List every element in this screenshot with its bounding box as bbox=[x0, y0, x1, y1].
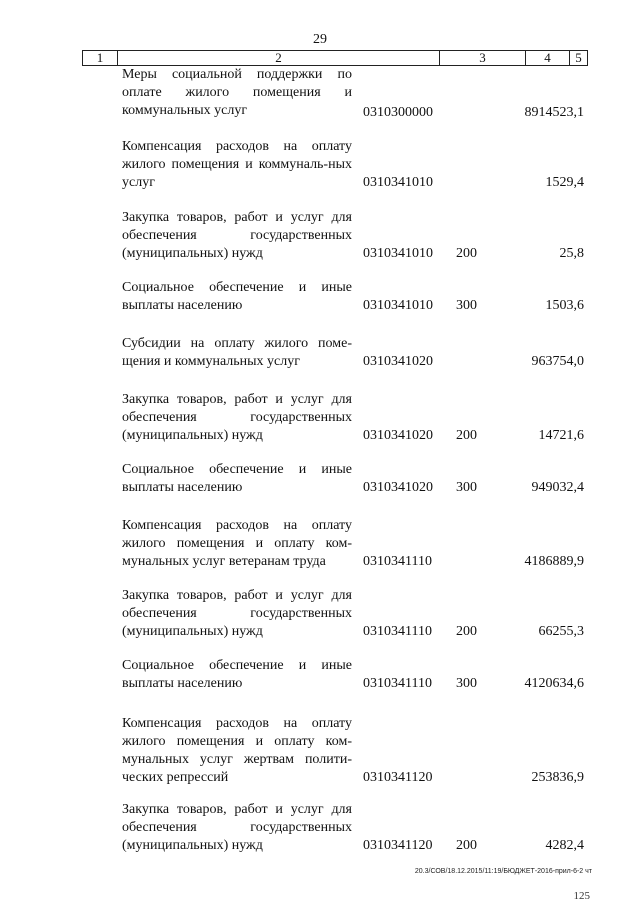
row-type: 200 bbox=[456, 838, 477, 853]
row-type: 200 bbox=[456, 246, 477, 261]
row-code: 0310341010 bbox=[363, 175, 433, 190]
row-code: 0310341120 bbox=[363, 770, 433, 785]
row-code: 0310341110 bbox=[363, 554, 432, 569]
row-amount: 25,8 bbox=[559, 246, 584, 261]
table-row bbox=[0, 136, 640, 209]
row-type: 200 bbox=[456, 428, 477, 443]
row-description: Социальное обеспечение и иные выплаты населению bbox=[122, 280, 352, 313]
row-amount: 4186889,9 bbox=[524, 554, 584, 569]
row-code: 0310341010 bbox=[363, 298, 433, 313]
column-header-row bbox=[82, 50, 588, 66]
row-description: Компенсация расходов на оплату жилого помещения и коммуналь-ных услуг bbox=[122, 139, 352, 190]
row-description: Компенсация расходов на оплату жилого помещения и оплату ком-мунальных услуг ветеранам труда bbox=[122, 518, 352, 569]
column-header-4: 4 bbox=[525, 51, 569, 65]
row-amount: 4120634,6 bbox=[524, 676, 584, 691]
row-amount: 949032,4 bbox=[531, 480, 584, 495]
table-row bbox=[0, 391, 640, 461]
row-description: Закупка товаров, работ и услуг для обеспечения государственных (муниципальных) нужд bbox=[122, 802, 352, 853]
table-row bbox=[0, 66, 640, 136]
budget-table bbox=[0, 66, 640, 871]
row-description: Закупка товаров, работ и услуг для обеспечения государственных (муниципальных) нужд bbox=[122, 588, 352, 639]
row-code: 0310341110 bbox=[363, 676, 432, 691]
row-amount: 1529,4 bbox=[545, 175, 584, 190]
row-code: 0310341020 bbox=[363, 480, 433, 495]
page-number: 29 bbox=[313, 32, 327, 47]
row-description: Меры социальной поддержки по оплате жилого помещения и коммунальных услуг bbox=[122, 67, 352, 118]
table-row bbox=[0, 587, 640, 657]
row-amount: 963754,0 bbox=[531, 354, 584, 369]
row-code: 0310300000 bbox=[363, 105, 433, 120]
row-amount: 66255,3 bbox=[538, 624, 584, 639]
column-header-2: 2 bbox=[117, 51, 439, 65]
table-row bbox=[0, 801, 640, 871]
table-row bbox=[0, 335, 640, 391]
row-code: 0310341010 bbox=[363, 246, 433, 261]
row-code: 0310341120 bbox=[363, 838, 433, 853]
row-amount: 14721,6 bbox=[538, 428, 584, 443]
row-description: Социальное обеспечение и иные выплаты населению bbox=[122, 462, 352, 495]
table-row bbox=[0, 657, 640, 713]
column-header-3: 3 bbox=[439, 51, 525, 65]
column-header-5: 5 bbox=[569, 51, 587, 65]
row-amount: 8914523,1 bbox=[524, 105, 584, 120]
row-amount: 4282,4 bbox=[545, 838, 584, 853]
row-description: Компенсация расходов на оплату жилого помещения и оплату ком-мунальных услуг жертвам полити-ческих репрессий bbox=[122, 716, 352, 785]
row-code: 0310341020 bbox=[363, 428, 433, 443]
table-row bbox=[0, 279, 640, 335]
row-code: 0310341110 bbox=[363, 624, 432, 639]
row-description: Закупка товаров, работ и услуг для обеспечения государственных (муниципальных) нужд bbox=[122, 210, 352, 261]
table-row bbox=[0, 461, 640, 517]
row-type: 300 bbox=[456, 298, 477, 313]
row-description: Закупка товаров, работ и услуг для обеспечения государственных (муниципальных) нужд bbox=[122, 392, 352, 443]
row-amount: 1503,6 bbox=[545, 298, 584, 313]
column-header-1: 1 bbox=[96, 50, 104, 65]
row-description: Социальное обеспечение и иные выплаты населению bbox=[122, 658, 352, 691]
document-footer-code: 20.3/СОВ/18.12.2015/11:19/БЮДЖЕТ-2016-прил-6-2 чт bbox=[414, 868, 592, 875]
row-amount: 253836,9 bbox=[531, 770, 584, 785]
row-type: 300 bbox=[456, 480, 477, 495]
row-code: 0310341020 bbox=[363, 354, 433, 369]
table-row bbox=[0, 209, 640, 279]
sheet-number: 125 bbox=[573, 890, 590, 902]
row-type: 200 bbox=[456, 624, 477, 639]
table-row bbox=[0, 713, 640, 801]
row-description: Субсидии на оплату жилого поме-щения и коммунальных услуг bbox=[122, 336, 352, 369]
table-row bbox=[0, 517, 640, 587]
row-type: 300 bbox=[456, 676, 477, 691]
